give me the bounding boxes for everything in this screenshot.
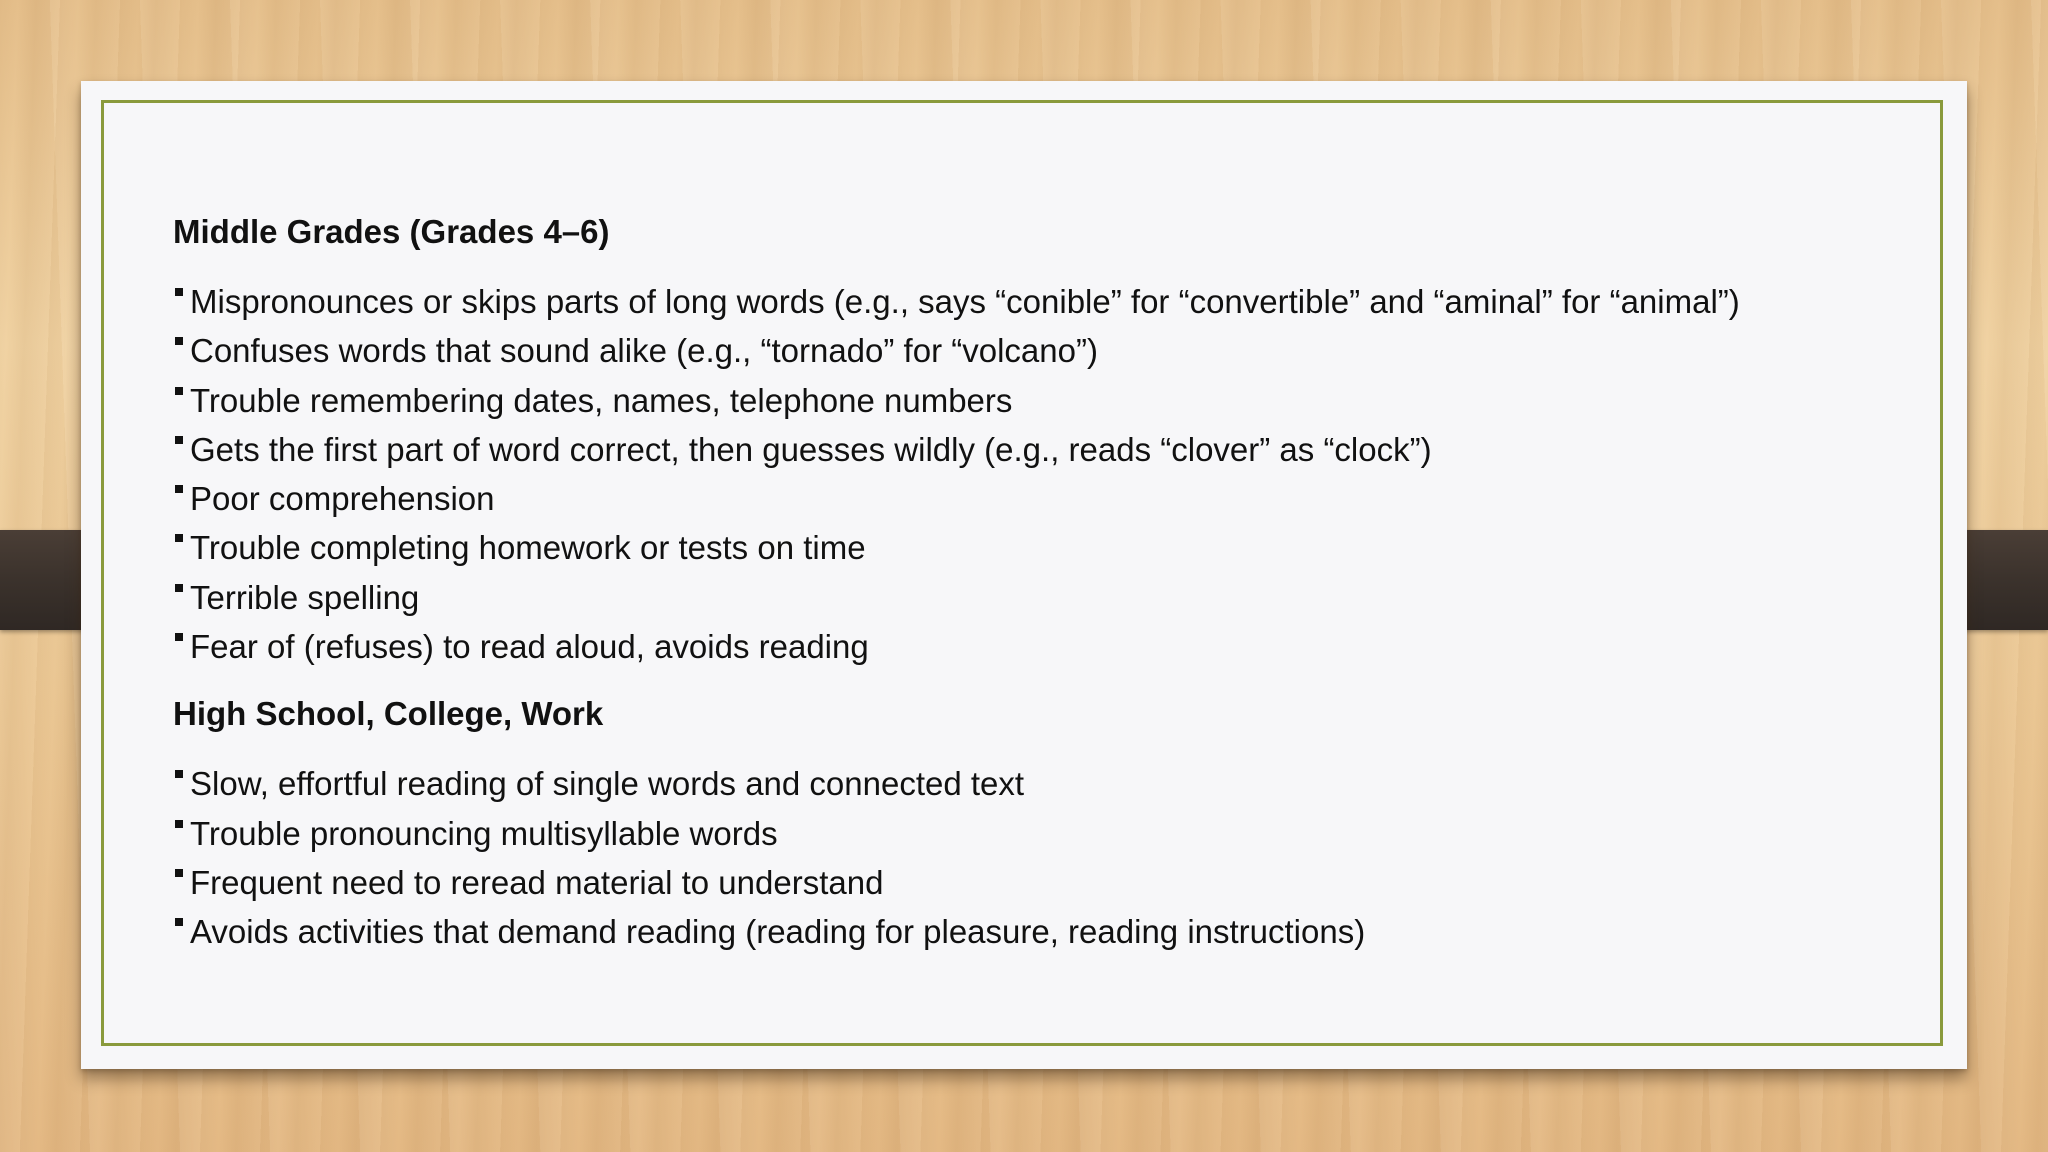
square-bullet-icon xyxy=(175,288,183,296)
list-item xyxy=(173,326,1933,375)
list-item-text: Frequent need to reread material to understand xyxy=(190,863,884,901)
square-bullet-icon xyxy=(175,436,183,444)
square-bullet-icon xyxy=(175,770,183,778)
list-item-text: Trouble pronouncing multisyllable words xyxy=(190,814,778,852)
middle-grades-list xyxy=(173,277,1933,671)
square-bullet-icon xyxy=(175,633,183,641)
square-bullet-icon xyxy=(175,387,183,395)
square-bullet-icon xyxy=(175,584,183,592)
square-bullet-icon xyxy=(175,337,183,345)
list-item xyxy=(173,376,1933,425)
list-item-text: Poor comprehension xyxy=(190,480,495,518)
list-item-text: Mispronounces or skips parts of long words (e.g., says “conible” for “convertible” and “aminal” for “animal”) xyxy=(190,283,1740,320)
square-bullet-icon xyxy=(175,820,183,828)
list-item-text: Fear of (refuses) to read aloud, avoids reading xyxy=(190,628,869,666)
list-item-text: Gets the first part of word correct, then guesses wildly (e.g., reads “clover” as “clock”) xyxy=(190,430,1432,468)
list-item-text: Slow, effortful reading of single words and connected text xyxy=(190,765,1025,803)
list-item xyxy=(173,759,1933,808)
square-bullet-icon xyxy=(175,485,183,493)
list-item xyxy=(173,523,1933,572)
list-item xyxy=(173,622,1933,671)
square-bullet-icon xyxy=(175,869,183,877)
list-item xyxy=(173,474,1933,523)
list-item xyxy=(173,858,1933,907)
slide-card xyxy=(81,81,1967,1069)
section-heading-high-school: High School, College, Work xyxy=(173,695,604,733)
list-item-text: Avoids activities that demand reading (reading for pleasure, reading instructions) xyxy=(190,913,1366,951)
list-item-text: Confuses words that sound alike (e.g., “tornado” for “volcano”) xyxy=(190,332,1098,370)
list-item-text: Trouble remembering dates, names, telephone numbers xyxy=(190,381,1013,419)
high-school-list xyxy=(173,759,1933,956)
list-item-text: Terrible spelling xyxy=(190,578,420,616)
list-item-text: Trouble completing homework or tests on time xyxy=(190,529,866,567)
list-item xyxy=(173,907,1933,956)
square-bullet-icon xyxy=(175,534,183,542)
list-item xyxy=(173,277,1933,326)
square-bullet-icon xyxy=(175,918,183,926)
list-item xyxy=(173,809,1933,858)
section-heading-middle-grades: Middle Grades (Grades 4–6) xyxy=(173,213,610,250)
slide-content xyxy=(173,211,1933,979)
list-item xyxy=(173,573,1933,622)
list-item xyxy=(173,425,1933,474)
